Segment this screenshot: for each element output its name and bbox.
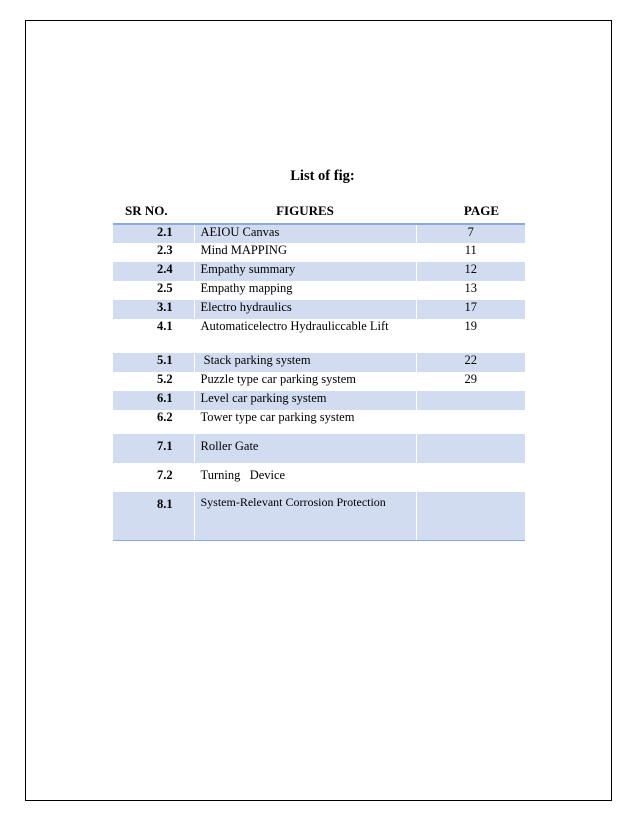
page-cell: 12 xyxy=(416,262,525,281)
table-row xyxy=(113,300,525,319)
figure-cell: Tower type car parking system xyxy=(194,410,416,434)
table-row xyxy=(113,492,525,540)
table-row xyxy=(113,434,525,463)
figure-cell: Level car parking system xyxy=(194,391,416,410)
sr-cell: 4.1 xyxy=(113,319,194,353)
page-cell xyxy=(416,492,525,540)
sr-cell: 7.1 xyxy=(113,434,194,463)
figure-cell: Turning Device xyxy=(194,463,416,492)
figure-cell: Stack parking system xyxy=(194,353,416,372)
table-row xyxy=(113,243,525,262)
header-sr-no: SR NO. xyxy=(113,199,194,224)
sr-cell: 2.1 xyxy=(113,224,194,243)
page-cell xyxy=(416,410,525,434)
table-row xyxy=(113,391,525,410)
title-suffix: : xyxy=(349,168,355,184)
table-row xyxy=(113,281,525,300)
table-row xyxy=(113,262,525,281)
page-cell xyxy=(416,463,525,492)
sr-cell: 5.2 xyxy=(113,372,194,391)
title-main: List of fig xyxy=(290,168,350,184)
sr-cell: 2.5 xyxy=(113,281,194,300)
table-row xyxy=(113,372,525,391)
table-row xyxy=(113,353,525,372)
page-cell: 19 xyxy=(464,319,477,333)
table-header-row xyxy=(113,199,525,224)
document-title xyxy=(0,168,638,185)
sr-cell: 3.1 xyxy=(113,300,194,319)
page-cell: 22 xyxy=(416,353,525,372)
page-cell xyxy=(416,391,525,410)
page-cell: 17 xyxy=(416,300,525,319)
sr-cell: 2.3 xyxy=(113,243,194,262)
header-figures: FIGURES xyxy=(194,199,416,224)
figure-cell: Electro hydraulics xyxy=(194,300,416,319)
table-row xyxy=(113,224,525,243)
figure-cell: Empathy mapping xyxy=(194,281,416,300)
page-cell xyxy=(416,434,525,463)
table-row xyxy=(113,463,525,492)
table-row xyxy=(113,319,525,353)
figure-cell: Mind MAPPING xyxy=(194,243,416,262)
sr-cell: 5.1 xyxy=(113,353,194,372)
figure-cell: Automaticelectro Hydrauliccable Lift xyxy=(194,319,416,353)
sr-cell: 8.1 xyxy=(113,492,194,540)
figure-cell: AEIOU Canvas xyxy=(194,224,416,243)
figure-cell: Empathy summary xyxy=(194,262,416,281)
sr-cell: 7.2 xyxy=(113,463,194,492)
page-cell: 7 xyxy=(416,224,525,243)
page-cell: 11 xyxy=(464,243,477,257)
header-page: PAGE xyxy=(416,199,525,224)
page-cell: 29 xyxy=(464,372,477,386)
figure-cell: Roller Gate xyxy=(194,434,416,463)
sr-cell: 2.4 xyxy=(113,262,194,281)
table-row xyxy=(113,410,525,434)
figure-cell: System-Relevant Corrosion Protection xyxy=(194,492,416,540)
sr-cell: 6.1 xyxy=(113,391,194,410)
figures-table xyxy=(113,199,525,541)
sr-cell: 6.2 xyxy=(113,410,194,434)
page-cell: 13 xyxy=(464,281,477,295)
figure-cell: Puzzle type car parking system xyxy=(194,372,416,391)
